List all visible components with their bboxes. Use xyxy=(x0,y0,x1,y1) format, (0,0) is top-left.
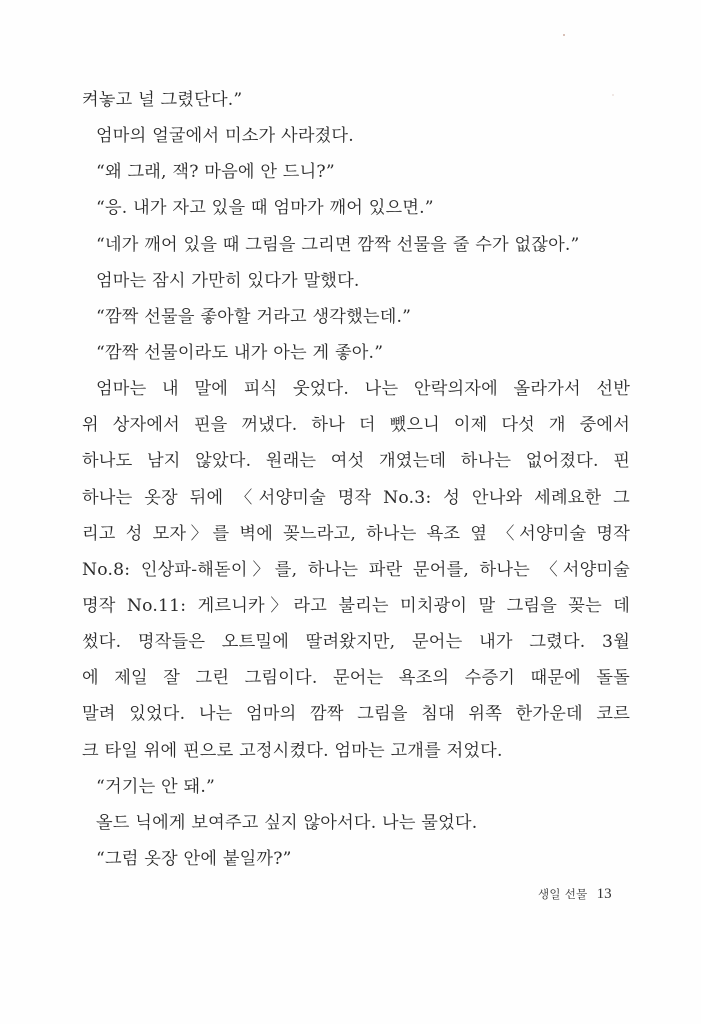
text-line: 썼다. 명작들은 오트밀에 딸려왔지만, 문어는 내가 그렸다. 3월 xyxy=(82,632,630,653)
text-line: 하나도 남지 않았다. 원래는 여섯 개였는데 하나는 없어졌다. 핀 xyxy=(82,451,630,472)
text-line: 엄마의 얼굴에서 미소가 사라졌다. xyxy=(96,126,354,147)
text-line: 하나는 옷장 뒤에 〈서양미술 명작 No.3: 성 안나와 세례요한 그 xyxy=(82,487,630,508)
text-line: 엄마는 내 말에 피식 웃었다. 나는 안락의자에 올라가서 선반 xyxy=(96,379,630,400)
text-line: 올드 닉에게 보여주고 싶지 않아서다. 나는 물었다. xyxy=(96,812,478,833)
text-line: 엄마는 잠시 가만히 있다가 말했다. xyxy=(96,270,360,291)
text-line: “깜짝 선물을 좋아할 거라고 생각했는데.” xyxy=(96,306,412,327)
text-line: 켜놓고 널 그렸단다.” xyxy=(82,90,243,110)
paper-speck xyxy=(563,34,565,36)
body-text xyxy=(82,82,630,877)
text-line: 리고 성 모자〉를 벽에 꽂느라고, 하나는 욕조 옆 〈서양미술 명작 xyxy=(82,523,630,544)
text-line: No.8: 인상파-해돋이〉를, 하나는 파란 문어를, 하나는 〈서양미술 xyxy=(82,559,630,580)
text-line: 위 상자에서 핀을 꺼냈다. 하나 더 뺐으니 이제 다섯 개 중에서 xyxy=(82,415,630,436)
text-line: 말려 있었다. 나는 엄마의 깜짝 그림을 침대 위쪽 한가운데 코르 xyxy=(82,704,630,725)
running-title: 생일 선물 xyxy=(538,887,588,901)
page-footer xyxy=(538,886,612,903)
text-line: “네가 깨어 있을 때 그림을 그리면 깜짝 선물을 줄 수가 없잖아.” xyxy=(96,234,580,255)
text-line: “깜짝 선물이라도 내가 아는 게 좋아.” xyxy=(96,342,384,363)
text-line: “거기는 안 돼.” xyxy=(96,776,215,797)
text-line: “왜 그래, 잭? 마음에 안 드니?” xyxy=(96,162,335,183)
text-line: 크 타일 위에 핀으로 고정시켰다. 엄마는 고개를 저었다. xyxy=(82,740,503,761)
text-line: 명작 No.11: 게르니카〉라고 불리는 미치광이 말 그림을 꽂는 데 xyxy=(82,595,630,616)
text-line: “그럼 옷장 안에 붙일까?” xyxy=(96,848,292,869)
page-number: 13 xyxy=(596,886,612,902)
text-line: 에 제일 잘 그린 그림이다. 문어는 욕조의 수증기 때문에 돌돌 xyxy=(82,668,630,689)
text-line: “응. 내가 자고 있을 때 엄마가 깨어 있으면.” xyxy=(96,198,434,219)
